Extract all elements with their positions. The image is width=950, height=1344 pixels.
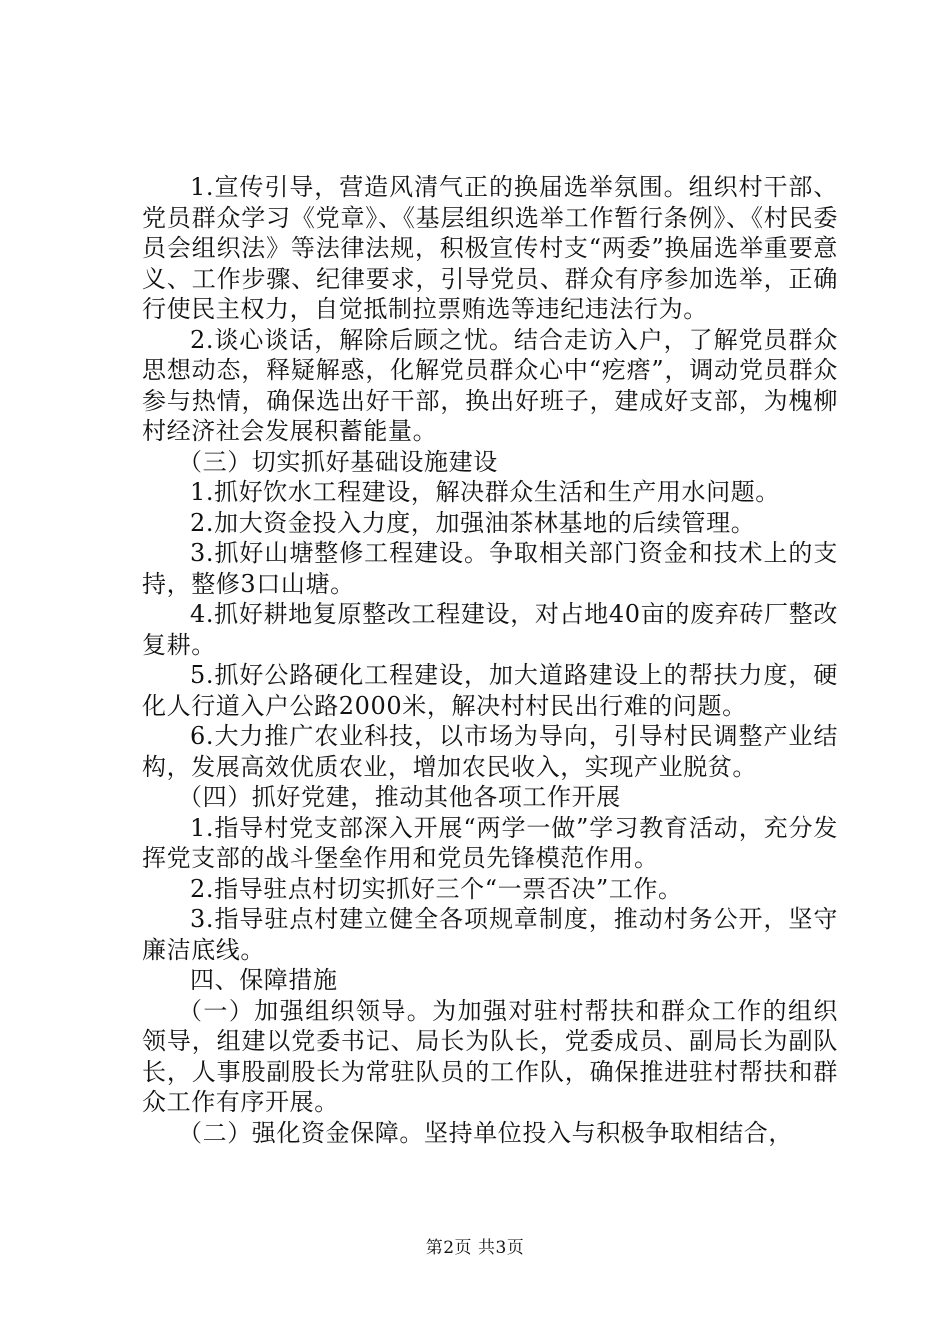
section-heading-infrastructure: （三）切实抓好基础设施建设 [178, 447, 498, 476]
paragraph-water-project: 1.抓好饮水工程建设，解决群众生活和生产用水问题。 [190, 478, 780, 506]
paragraph-agri-tech: 6.大力推广农业科技，以市场为导向，引导村民调整产业结构，发展高效优质农业，增加农民收入，实现产业脱贫。 [142, 722, 838, 781]
paragraph-veto-work: 2.指导驻点村切实抓好三个“一票否决”工作。 [190, 874, 683, 903]
paragraph-farmland-restoration: 4.抓好耕地复原整改工程建设，对占地40亩的废弃砖厂整改复耕。 [142, 600, 838, 659]
paragraph-funding-guarantee: （二）强化资金保障。坚持单位投入与积极争取相结合， [178, 1118, 793, 1147]
paragraph-funding: 2.加大资金投入力度，加强油茶林基地的后续管理。 [190, 508, 756, 537]
paragraph-organization-leadership: （一）加强组织领导。为加强对驻村帮扶和群众工作的组织领导，组建以党委书记、局长为队长，党委成员、副局长为副队长，人事股副股长为常驻队员的工作队，确保推进驻村帮扶和群众工作有序开展。 [142, 996, 838, 1116]
paragraph-road-hardening: 5.抓好公路硬化工程建设，加大道路建设上的帮扶力度，硬化人行道入户公路2000米，解决村村民出行难的问题。 [142, 661, 838, 720]
page-number-footer: 第2页 共3页 [425, 1238, 525, 1258]
section-heading-party-building: （四）抓好党建，推动其他各项工作开展 [178, 783, 621, 811]
document-body [142, 172, 838, 1148]
paragraph-study-education: 1.指导村党支部深入开展“两学一做”学习教育活动，充分发挥党支部的战斗堡垒作用和党员先锋模范作用。 [142, 813, 838, 872]
section-heading-safeguards: 四、保障措施 [190, 966, 338, 994]
paragraph-pond-repair: 3.抓好山塘整修工程建设。争取相关部门资金和技术上的支持，整修3口山塘。 [142, 539, 838, 598]
paragraph-rules-system: 3.指导驻点村建立健全各项规章制度，推动村务公开，坚守廉洁底线。 [142, 905, 838, 964]
paragraph-heart-talk: 2.谈心谈话，解除后顾之忧。结合走访入户，了解党员群众思想动态，释疑解惑，化解党员群众心中“疙瘩”，调动党员群众参与热情，确保选出好干部，换出好班子，建成好支部，为槐柳村经济社会发展积蓄能量。 [142, 325, 838, 445]
paragraph-election-publicity: 1.宣传引导，营造风清气正的换届选举氛围。组织村干部、党员群众学习《党章》、《基层组织选举工作暂行条例》、《村民委员会组织法》等法律法规，积极宣传村支“两委”换届选举重要意义、工作步骤、纪律要求，引导党员、群众有序参加选举，正确行使民主权力，自觉抵制拉票贿选等违纪违法行为。 [142, 173, 838, 323]
